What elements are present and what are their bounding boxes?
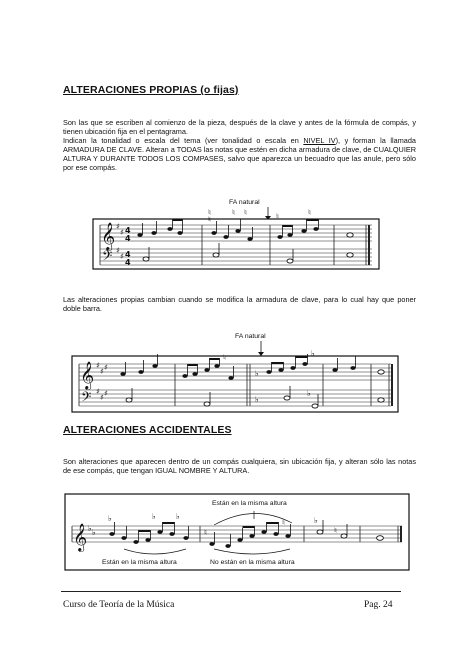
svg-text:♮: ♮ [232, 208, 235, 217]
fa-natural-label: FA natural [235, 333, 266, 340]
treble-clef-icon: 𝄞 [101, 222, 116, 250]
sharp-icon: ♯ [116, 246, 120, 255]
arrow-down-icon [258, 352, 264, 356]
label-same-height-top: Están en la misma altura [212, 500, 287, 507]
sharp-icon: ♯ [116, 222, 120, 231]
sharp-icon: ♯ [96, 361, 100, 370]
flat-icon: ♭ [88, 524, 92, 533]
fa-natural-label: FA natural [229, 199, 260, 206]
svg-text:♭: ♭ [176, 512, 180, 521]
footer-page-number: Pag. 24 [364, 600, 393, 610]
bass-clef-icon: 𝄢 [102, 248, 113, 267]
bass-clef-icon: 𝄢 [81, 389, 92, 408]
time-signature: 4 [125, 226, 131, 235]
svg-text:♮: ♮ [208, 208, 211, 217]
staff-frame [93, 219, 379, 269]
paragraph-alteraciones-accidentales: Son alteraciones que aparecen dentro de un compás cualquiera, sin ubicación fija, y alteran sólo las notas de ese compás, que tengan IGUAL NOMBRE Y ALTURA. [63, 457, 416, 475]
text-span: ), y forman la llamada ARMADURA DE CLAVE. Alteran a TODAS las notas que estén en dicha armadura de clave, de CUALQUIER ALTURA Y DURANTE TODOS LOS COMPASES, salvo que aparezca un becuadro que las anule, pero sólo por ese compás. [63, 135, 416, 172]
footer-course-title: Curso de Teoría de la Música [63, 600, 175, 610]
flat-icon: ♭ [255, 369, 259, 378]
svg-text:♮: ♮ [276, 212, 279, 221]
flat-icon: ♭ [92, 528, 96, 537]
text-span: Indican la tonalidad o escala del tema (ver tonalidad o escala en [63, 135, 304, 145]
sharp-icon: ♯ [104, 363, 108, 372]
time-signature: 4 [125, 234, 131, 243]
svg-text:♮: ♮ [308, 208, 311, 217]
treble-clef-icon: 𝄞 [73, 523, 88, 551]
svg-text:♮: ♮ [244, 208, 247, 217]
footer-rule [61, 591, 401, 592]
label-not-same-height: No están en la misma altura [210, 559, 295, 566]
sharp-icon: ♯ [100, 367, 104, 376]
svg-text:♭: ♭ [314, 516, 318, 525]
paragraph-double-bar: Las alteraciones propias cambian cuando se modifica la armadura de clave, para lo cual hay que poner doble barra. [63, 295, 416, 313]
time-signature: 4 [125, 258, 131, 267]
section-heading-alteraciones-propias: ALTERACIONES PROPIAS (o fijas) [63, 84, 239, 96]
music-example-3 [64, 493, 412, 573]
staff-frame [72, 356, 398, 412]
flat-icon: ♭ [255, 395, 259, 404]
svg-text:♭: ♭ [152, 512, 156, 521]
svg-text:♭: ♭ [307, 389, 311, 398]
sharp-icon: ♯ [120, 252, 124, 261]
paragraph-line [63, 137, 416, 173]
treble-clef-icon: 𝄞 [80, 361, 95, 389]
svg-text:♭: ♭ [311, 349, 315, 358]
notes-measure-4 [377, 536, 384, 541]
sharp-icon: ♯ [120, 228, 124, 237]
time-signature: 4 [125, 250, 131, 259]
music-example-1 [92, 189, 382, 273]
svg-text:♭: ♭ [108, 514, 112, 523]
paragraph-alteraciones-propias [63, 119, 416, 172]
paragraph-line: Son las que se escriben al comienzo de la pieza, después de la clave y antes de la fórmula de compás, y tienen ubicación fija en el pentagrama. [63, 118, 416, 136]
svg-text:♮: ♮ [204, 528, 207, 537]
nivel-iv-link[interactable]: NIVEL IV [303, 135, 336, 145]
svg-text:♮: ♮ [208, 215, 211, 224]
svg-text:♮: ♮ [334, 526, 337, 535]
section-heading-alteraciones-accidentales: ALTERACIONES ACCIDENTALES [63, 424, 232, 436]
music-example-2 [71, 324, 401, 416]
sharp-icon: ♯ [104, 389, 108, 398]
sharp-icon: ♯ [96, 387, 100, 396]
svg-text:♮: ♮ [282, 518, 285, 527]
sharp-icon: ♯ [100, 393, 104, 402]
label-same-height-left: Están en la misma altura [102, 559, 177, 566]
svg-text:♮: ♮ [223, 353, 226, 362]
